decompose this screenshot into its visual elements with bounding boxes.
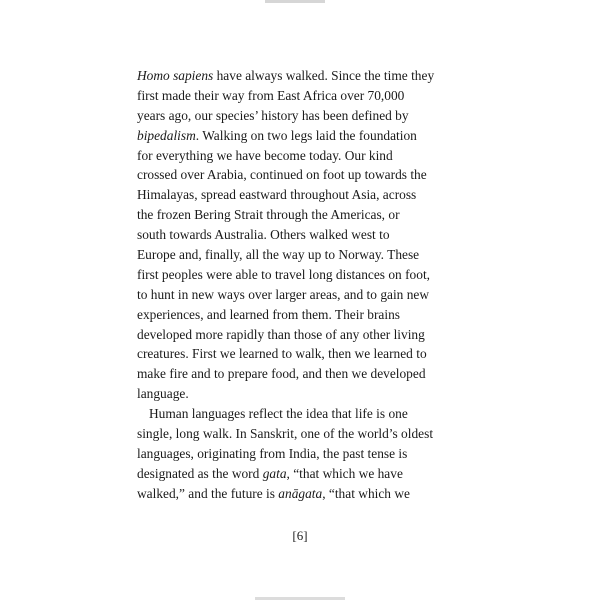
- text-line: language.: [137, 386, 189, 402]
- text-line: developed more rapidly than those of any other living: [137, 326, 425, 342]
- text-line: years ago, our species’ history has been defined by: [137, 107, 409, 123]
- body-text: [137, 66, 467, 504]
- text-line: first made their way from East Africa over 70,000: [137, 87, 405, 103]
- text-line: south towards Australia. Others walked west to: [137, 227, 390, 243]
- paragraph-start-line: Human languages reflect the idea that life is one: [149, 406, 408, 422]
- text-line: walked,” and the future is anāgata, “that which we: [137, 485, 410, 501]
- text-line: Europe and, finally, all the way up to Norway. These: [137, 247, 420, 263]
- text-line: Himalayas, spread eastward throughout Asia, across: [137, 187, 417, 203]
- text-line: for everything we have become today. Our kind: [137, 147, 393, 163]
- italic-term: anāgata: [278, 485, 323, 501]
- text-line: first peoples were able to travel long distances on foot,: [137, 266, 431, 282]
- italic-term: gata: [262, 465, 287, 481]
- text-line: designated as the word gata, “that which we have: [137, 465, 403, 481]
- text-line: bipedalism. Walking on two legs laid the foundation: [137, 127, 417, 143]
- text-line: Homo sapiens have always walked. Since the time they: [137, 68, 435, 83]
- text-line: experiences, and learned from them. Their brains: [137, 306, 400, 322]
- text-line: creatures. First we learned to walk, then we learned to: [137, 346, 427, 362]
- italic-term: bipedalism: [137, 127, 196, 143]
- text-line: to hunt in new ways over larger areas, and to gain new: [137, 286, 430, 302]
- text-line: make fire and to prepare food, and then we developed: [137, 366, 426, 382]
- text-line: languages, originating from India, the past tense is: [137, 445, 408, 461]
- text-line: the frozen Bering Strait through the Americas, or: [137, 207, 400, 223]
- italic-term: Homo sapiens: [137, 68, 214, 83]
- text-line: crossed over Arabia, continued on foot up towards the: [137, 167, 427, 183]
- page-number: [6]: [292, 528, 308, 543]
- previous-page-fragment: [265, 0, 325, 3]
- text-line: single, long walk. In Sanskrit, one of the world’s oldest: [137, 426, 434, 442]
